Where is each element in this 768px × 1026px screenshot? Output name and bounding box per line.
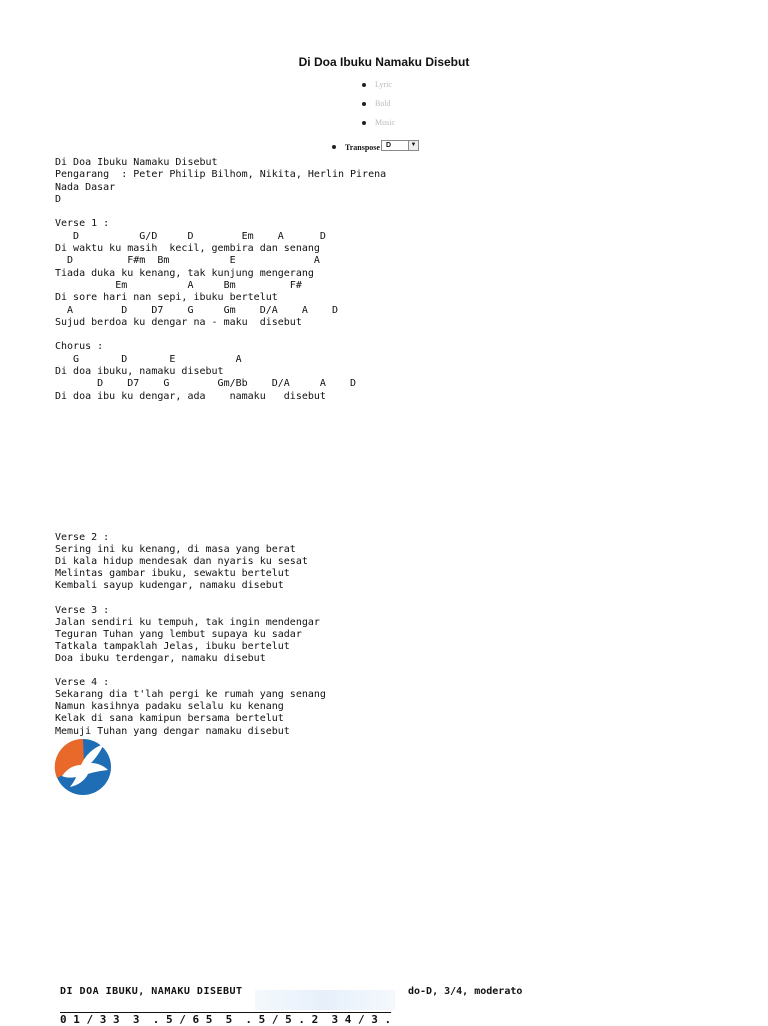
transpose-value: D [385, 141, 392, 149]
scan-watermark [255, 990, 395, 1010]
transpose-select[interactable] [381, 140, 419, 151]
page-title: Di Doa Ibuku Namaku Disebut [298, 55, 470, 69]
bullet-icon [332, 145, 336, 149]
option-bold[interactable]: Bold [362, 97, 395, 116]
sheet-music-key: do-D, 3/4, moderato [408, 986, 523, 997]
chevron-down-icon[interactable]: ▼ [408, 141, 418, 150]
sheet-music-title: DI DOA IBUKU, NAMAKU DISEBUT [60, 986, 243, 997]
option-lyric[interactable]: Lyric [362, 78, 395, 97]
transpose-control [332, 138, 419, 152]
lyrics-verses-2-4: Verse 2 : Sering ini ku kenang, di masa yang berat Di kala hidup mendesak dan nyaris ku sesat Melintas gambar ibuku, sewaktu bertelut Kembali sayup kudengar, namaku disebut Verse 3 : Jalan sendiri ku tempuh, tak ingin mendengar Teguran Tuhan yang lembut supaya ku sadar Tatkala tampaklah Jelas, ibuku bertelut Doa ibuku terdengar, namaku disebut Verse 4 : Sekarang dia t'lah pergi ke rumah yang senang Namun kasihnya padaku selalu ku kenang Kelak di sana kamipun bersama bertelut Memuji Tuhan yang dengar namaku disebut [55, 532, 326, 737]
view-options-list [362, 78, 395, 135]
number-notation-line: 0 1 / 3 3 3 . 5 / 6 5 5 . 5 / 5 . 2 3 4 / 3 . [60, 1013, 392, 1026]
dove-logo-icon [54, 738, 112, 796]
transpose-label: Transpose [345, 143, 380, 152]
option-music[interactable]: Music [362, 116, 395, 135]
lyrics-chords-verse1-chorus: Di Doa Ibuku Namaku Disebut Pengarang : Peter Philip Bilhom, Nikita, Herlin Pirena Nada Dasar D Verse 1 : D G/D D Em A D Di waktu ku masih kecil, gembira dan senang D F#m Bm E A Tiada duka ku kenang, tak kunjung mengerang Em A Bm F# Di sore hari nan sepi, ibuku bertelut A D D7 G Gm D/A A D Sujud berdoa ku dengar na - maku disebut Chorus : G D E A Di doa ibuku, namaku disebut D D7 G Gm/Bb D/A A D Di doa ibu ku dengar, ada namaku disebut [55, 157, 387, 402]
